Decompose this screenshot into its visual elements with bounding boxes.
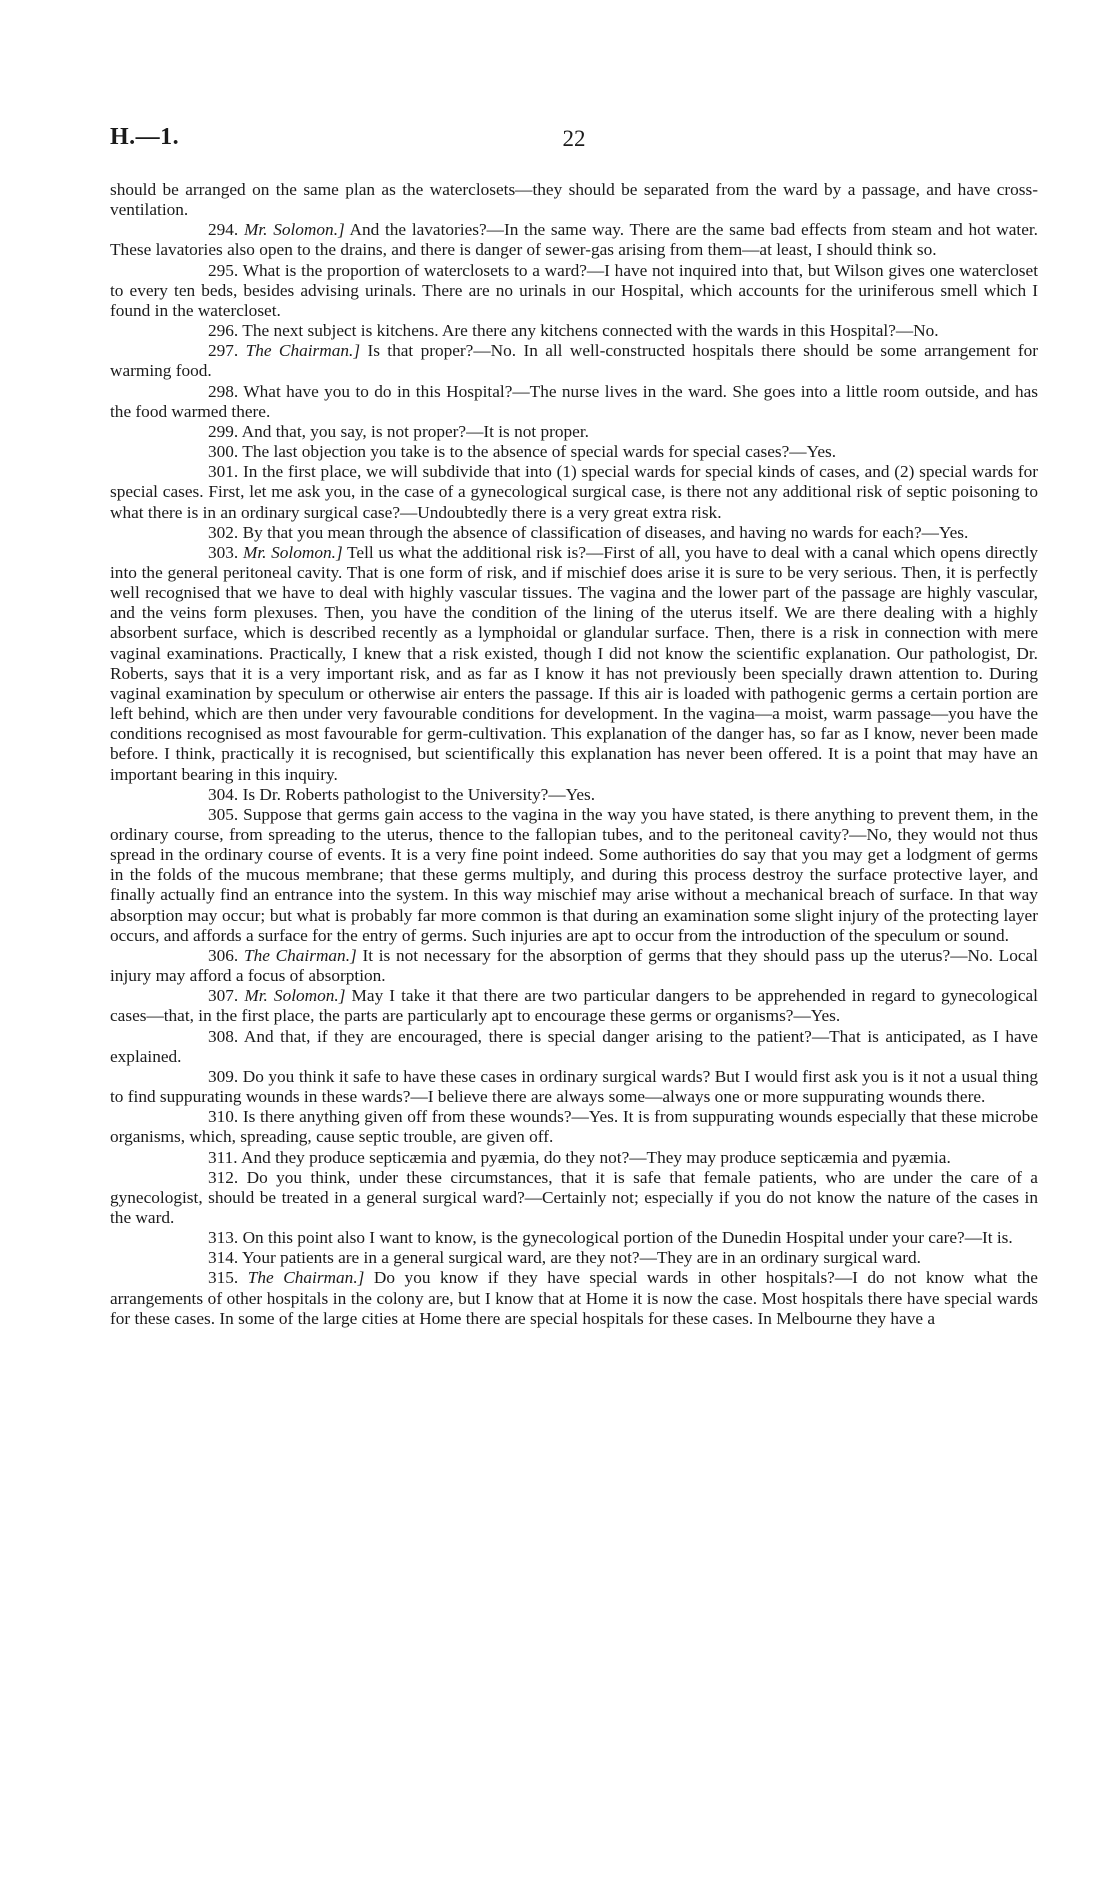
- question-number: 311.: [208, 1147, 238, 1167]
- paragraph-text: Do you think it safe to have these cases in ordinary surgical wards? But I would first ask you is it not a usual thing to find suppurating wounds in these wards?—I believe there are always some—always one or more suppurating wounds there.: [110, 1066, 1038, 1107]
- question-number: 304.: [208, 784, 239, 804]
- testimony-paragraph: [110, 986, 1038, 1026]
- testimony-paragraph: [110, 382, 1038, 422]
- question-number: 312.: [208, 1167, 239, 1187]
- paragraph-text: Do you think, under these circumstances, that it is safe that female patients, who are under the care of a gynecologist, should be treated in a general surgical ward?—Certainly not; especially if you do not know the nature of the cases in the ward.: [110, 1167, 1038, 1227]
- paragraph-text: Is Dr. Roberts pathologist to the University?—Yes.: [242, 784, 596, 804]
- question-number: 307.: [208, 986, 239, 1006]
- paragraph-text: And that, you say, is not proper?—It is not proper.: [241, 421, 589, 441]
- testimony-paragraph: [110, 442, 1038, 462]
- speaker-label: The Chairman.]: [247, 1268, 365, 1288]
- paragraph-text: Your patients are in a general surgical ward, are they not?—They are in an ordinary surgical ward.: [241, 1248, 921, 1268]
- testimony-paragraph: [110, 1067, 1038, 1107]
- speaker-label: The Chairman.]: [245, 341, 361, 361]
- testimony-paragraph: [110, 1268, 1038, 1328]
- testimony-paragraph: [110, 422, 1038, 442]
- testimony-paragraph: [110, 321, 1038, 341]
- question-number: 315.: [208, 1268, 239, 1288]
- paragraph-text: What have you to do in this Hospital?—The nurse lives in the ward. She goes into a little room outside, and has the food warmed there.: [110, 381, 1038, 421]
- question-number: 299.: [208, 421, 239, 441]
- continuation-paragraph: [110, 180, 1038, 220]
- document-body: [110, 180, 1038, 1329]
- question-number: 308.: [208, 1026, 239, 1046]
- question-number: 297.: [208, 341, 239, 361]
- speaker-label: Mr. Solomon.]: [244, 986, 346, 1006]
- speaker-label: Mr. Solomon.]: [243, 220, 345, 240]
- paragraph-text: And they produce septicæmia and pyæmia, do they not?—They may produce septicæmia and pyæmia.: [240, 1147, 951, 1167]
- question-number: 300.: [208, 442, 239, 462]
- paragraph-text: In the first place, we will subdivide that into (1) special wards for special kinds of cases, and (2) special wards for special cases. First, let me ask you, in the case of a gynecological surgical case, is there not any additional risk of septic poisoning to what there is in an ordinary surgical case?—Undoubtedly there is a very great extra risk.: [110, 462, 1038, 522]
- testimony-paragraph: [110, 1148, 1038, 1168]
- question-number: 303.: [208, 542, 239, 562]
- testimony-paragraph: [110, 1107, 1038, 1147]
- paragraph-text: It is not necessary for the absorption of germs that they should pass up the uterus?—No. Local injury may afford a focus of absorption.: [110, 945, 1038, 986]
- testimony-paragraph: [110, 785, 1038, 805]
- testimony-paragraph: [110, 1027, 1038, 1067]
- question-number: 298.: [208, 381, 239, 401]
- paragraph-text: should be arranged on the same plan as the waterclosets—they should be separated from the ward by a passage, and have cross-ventilation.: [110, 180, 1038, 220]
- paragraph-text: Do you know if they have special wards in other hospitals?—I do not know what the arrangements of other hospitals in the colony are, but I know that at Home it is now the case. Most hospitals there have special wards for these cases. In some of the large cities at Home there are special hospitals for these cases. In Melbourne they have a: [110, 1268, 1038, 1328]
- paragraph-text: Tell us what the additional risk is?—First of all, you have to deal with a canal which opens directly into the general peritoneal cavity. That is one form of risk, and if mischief does arise it is sure to be very serious. Then, it is perfectly well recognised that we have to deal with highly vascular tissues. The vagina and the lower part of the passage are highly vascular, and the veins form plexuses. Then, you have the condition of the lining of the uterus itself. We are there dealing with a highly absorbent surface, which is described recently as a lymphoidal or glandular surface. Then, there is a risk in connection with mere vaginal examinations. Practically, I knew that a risk existed, though I did not know the scientific explanation. Our pathologist, Dr. Roberts, says that it is a very important risk, and as far as I know it has not previously been specially drawn attention to. During vaginal examination by speculum or otherwise air enters the passage. If this air is loaded with pathogenic germs a certain portion are left behind, which are then under very favourable conditions for development. In the vagina—a moist, warm passage—you have the conditions recognised as most favourable for germ-cultivation. This explanation of the danger has, so far as I know, never been made before. I think, practically it is recognised, but scientifically this explanation has never been offered. It is a point that may have an important bearing in this inquiry.: [110, 542, 1039, 784]
- question-number: 301.: [208, 462, 239, 482]
- paragraph-text: And the lavatories?—In the same way. There are the same bad effects from steam and hot water. These lavatories also open to the drains, and there is danger of sewer-gas arising from them—at least, I should think so.: [110, 220, 1039, 260]
- testimony-paragraph: [110, 1248, 1038, 1268]
- speaker-label: Mr. Solomon.]: [242, 542, 343, 562]
- paragraph-text: Is that proper?—No. In all well-constructed hospitals there should be some arrangement for warming food.: [110, 341, 1038, 381]
- question-number: 314.: [208, 1248, 239, 1268]
- testimony-paragraph: [110, 462, 1038, 522]
- paragraph-text: What is the proportion of waterclosets to a ward?—I have not inquired into that, but Wilson gives one watercloset to every ten beds, besides advising urinals. There are no urinals in our Hospital, which accounts for the uriniferous smell which I found in the watercloset.: [110, 260, 1038, 320]
- paragraph-text: Is there anything given off from these wounds?—Yes. It is from suppurating wounds especially that these microbe organisms, which, spreading, cause septic trouble, are given off.: [110, 1107, 1038, 1147]
- paragraph-text: And that, if they are encouraged, there is special danger arising to the patient?—That is anticipated, as I have explained.: [110, 1026, 1038, 1066]
- question-number: 296.: [208, 321, 239, 341]
- question-number: 309.: [208, 1066, 239, 1086]
- testimony-paragraph: [110, 946, 1038, 986]
- question-number: 295.: [208, 260, 239, 280]
- question-number: 310.: [208, 1107, 239, 1127]
- paragraph-text: By that you mean through the absence of classification of diseases, and having no wards for each?—Yes.: [242, 522, 969, 542]
- question-number: 306.: [208, 945, 239, 965]
- testimony-paragraph: [110, 1168, 1038, 1228]
- question-number: 302.: [208, 522, 239, 542]
- question-number: 305.: [208, 804, 239, 824]
- testimony-paragraph: [110, 523, 1038, 543]
- testimony-paragraph: [110, 543, 1038, 785]
- paragraph-text: The last objection you take is to the absence of special wards for special cases?—Yes.: [242, 442, 837, 462]
- question-number: 294.: [208, 220, 239, 240]
- question-number: 313.: [208, 1228, 239, 1248]
- testimony-paragraph: [110, 1228, 1038, 1248]
- paragraph-text: On this point also I want to know, is the gynecological portion of the Dunedin Hospital under your care?—It is.: [242, 1228, 1013, 1248]
- paragraph-text: May I take it that there are two particular dangers to be apprehended in regard to gynecological cases—that, in the first place, the parts are particularly apt to encourage these germs or organisms?—Yes.: [110, 986, 1038, 1026]
- paragraph-text: The next subject is kitchens. Are there any kitchens connected with the wards in this Hospital?—No.: [242, 321, 939, 341]
- testimony-paragraph: [110, 341, 1038, 381]
- testimony-paragraph: [110, 261, 1038, 321]
- document-reference: H.—1.: [110, 124, 180, 150]
- page-number: 22: [562, 126, 586, 151]
- speaker-label: The Chairman.]: [243, 945, 357, 965]
- paragraph-text: Suppose that germs gain access to the vagina in the way you have stated, is there anything to prevent them, in the ordinary course, from spreading to the uterus, thence to the fallopian tubes, and to the peritoneal cavity?—No, they would not thus spread in the ordinary course of events. It is a very fine point indeed. Some authorities do say that you may get a lodgment of germs in the folds of the mucous membrane; that these germs multiply, and during this process destroy the surface protective layer, and finally actually find an entrance into the system. In this way mischief may arise without a mechanical breach of surface. In that way absorption may occur; but what is probably far more common is that during an examination some slight injury of the protecting layer occurs, and affords a surface for the entry of germs. Such injuries are apt to occur from the introduction of the speculum or sound.: [110, 804, 1038, 945]
- page-header: [110, 124, 1038, 160]
- testimony-paragraph: [110, 220, 1038, 260]
- testimony-paragraph: [110, 805, 1038, 946]
